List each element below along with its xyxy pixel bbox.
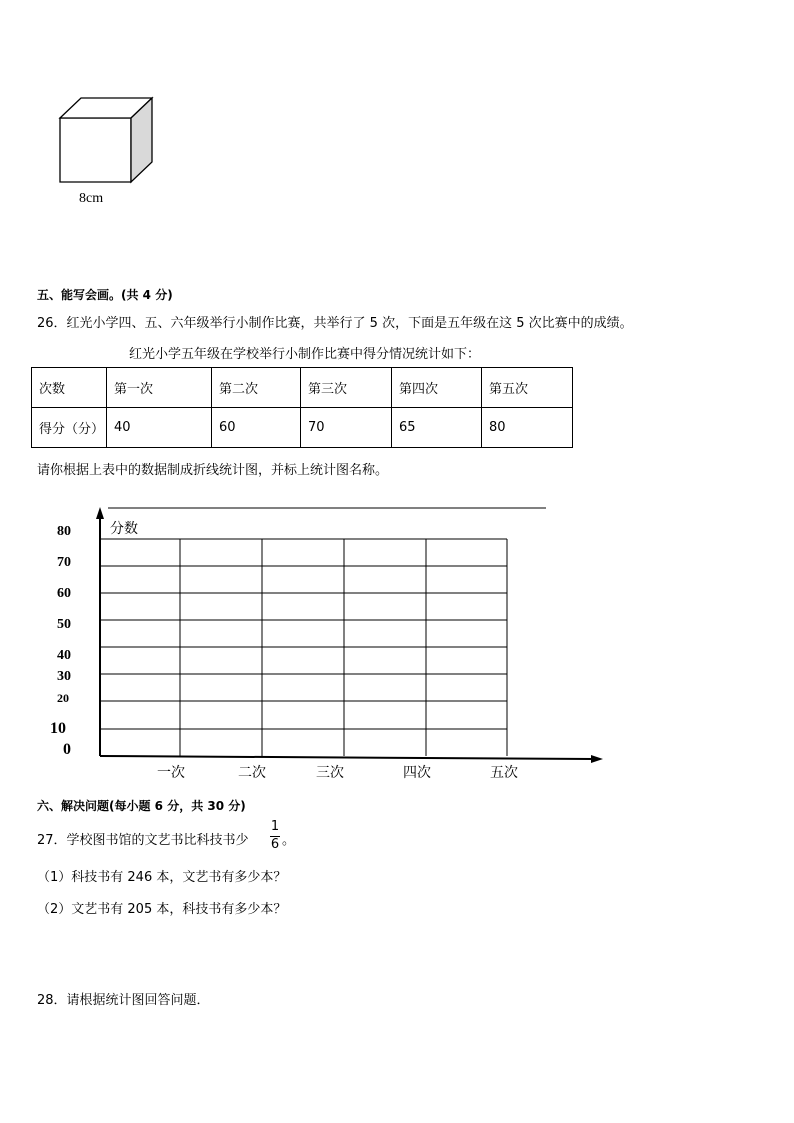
question-27-text: 27．学校图书馆的文艺书比科技书少 bbox=[37, 833, 249, 848]
y-tick-label: 30 bbox=[57, 669, 71, 684]
question-28-text: 28．请根据统计图回答问题． bbox=[37, 993, 210, 1008]
question-27-suffix: 。 bbox=[282, 833, 296, 848]
x-tick-label: 五次 bbox=[490, 765, 518, 781]
y-tick-label: 50 bbox=[57, 617, 71, 632]
section6-heading: 六、解决问题(每小题 6 分，共 30 分) bbox=[37, 799, 246, 813]
x-tick-label: 一次 bbox=[157, 765, 185, 781]
table-cell: 第四次 bbox=[392, 368, 482, 408]
y-axis-arrow bbox=[96, 507, 104, 519]
question-26-text: 26．红光小学四、五、六年级举行小制作比赛，共举行了 5 次，下面是五年级在这 5 次比赛中的成绩。 bbox=[37, 316, 633, 331]
table-cell: 60 bbox=[212, 408, 301, 448]
table-cell: 80 bbox=[482, 408, 573, 448]
y-tick-label: 60 bbox=[57, 586, 71, 601]
table-caption: 红光小学五年级在学校举行小制作比赛中得分情况统计如下： bbox=[129, 347, 481, 362]
x-axis-arrow bbox=[591, 755, 603, 763]
y-tick-label: 20 bbox=[57, 691, 69, 705]
y-tick-label: 0 bbox=[63, 741, 71, 758]
y-tick-label: 40 bbox=[57, 648, 71, 663]
table-cell: 第一次 bbox=[107, 368, 212, 408]
x-tick-label: 四次 bbox=[403, 765, 431, 781]
y-tick-label: 10 bbox=[50, 720, 66, 737]
section5-heading: 五、能写会画。(共 4 分) bbox=[37, 288, 173, 302]
table-cell: 第二次 bbox=[212, 368, 301, 408]
y-axis-title: 分数 bbox=[110, 521, 138, 537]
table-cell: 40 bbox=[107, 408, 212, 448]
x-tick-label: 二次 bbox=[238, 765, 266, 781]
question-27-part-1: （1）科技书有 246 本，文艺书有多少本？ bbox=[37, 870, 287, 885]
y-tick-label: 80 bbox=[57, 524, 71, 539]
question-27-part-2: （2）文艺书有 205 本，科技书有多少本？ bbox=[37, 902, 287, 917]
table-cell: 70 bbox=[301, 408, 392, 448]
table-cell: 第五次 bbox=[482, 368, 573, 408]
fraction-denominator: 6 bbox=[270, 837, 280, 852]
table-cell: 第三次 bbox=[301, 368, 392, 408]
x-axis bbox=[100, 756, 594, 759]
table-cell: 得分（分） bbox=[32, 408, 107, 448]
chart-instruction: 请你根据上表中的数据制成折线统计图，并标上统计图名称。 bbox=[37, 463, 389, 478]
y-tick-label: 70 bbox=[57, 555, 71, 570]
x-tick-label: 三次 bbox=[316, 765, 344, 781]
table-cell: 65 bbox=[392, 408, 482, 448]
table-cell: 次数 bbox=[32, 368, 107, 408]
cube-dimension-label: 8cm bbox=[79, 191, 104, 206]
fraction-numerator: 1 bbox=[270, 819, 280, 834]
